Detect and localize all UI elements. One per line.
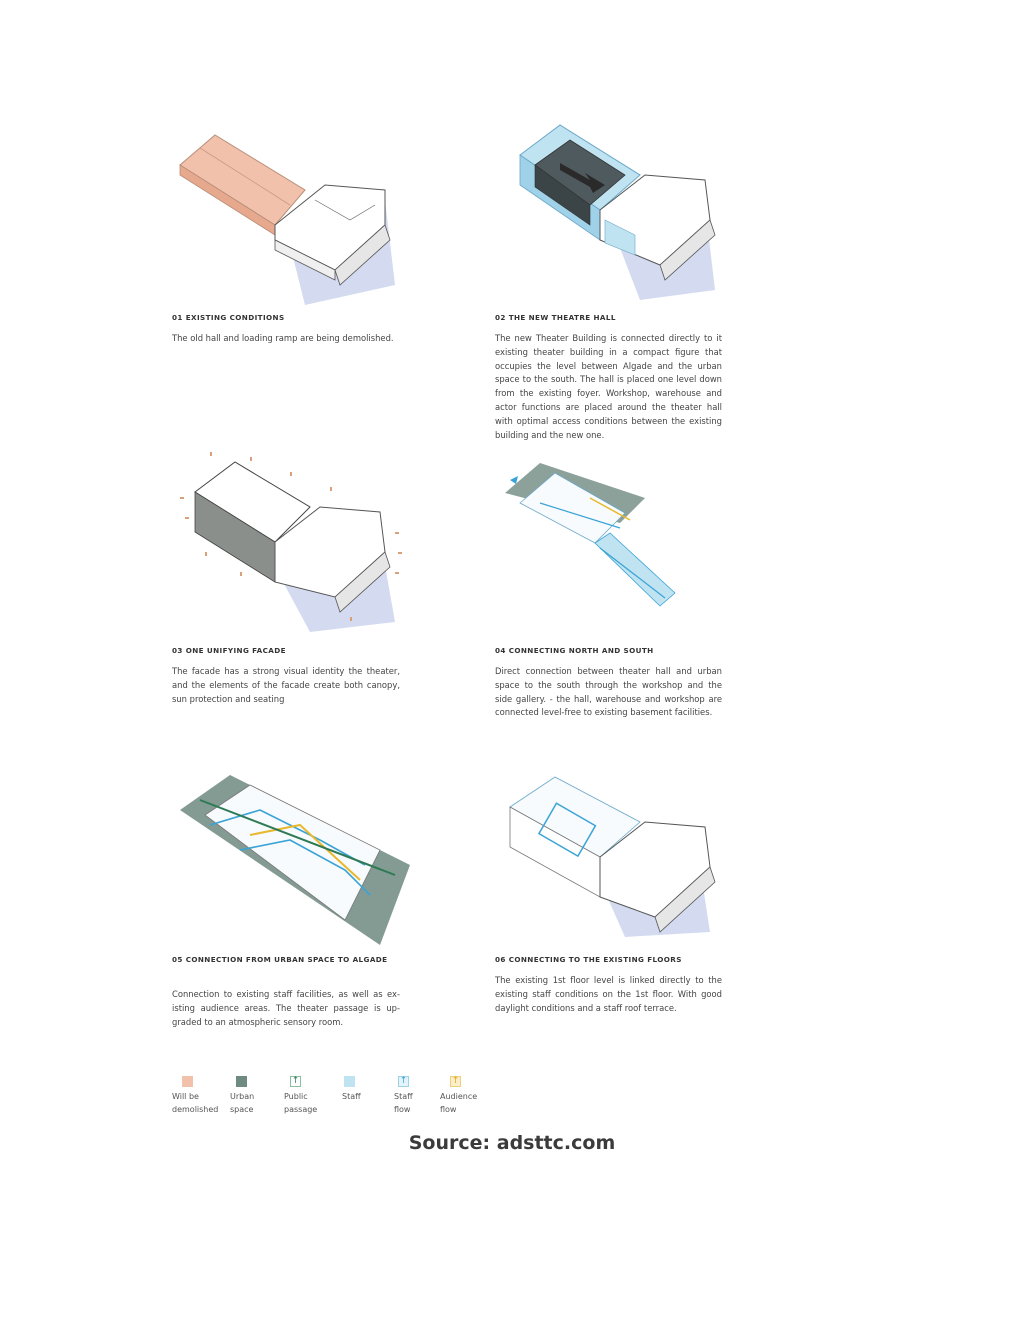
panel-05-text: Connection to existing staff facilities, as well as ex-isting audience areas. The theater passage is up-graded to an atmospheric sensory room. bbox=[172, 989, 400, 1027]
swatch-staff bbox=[344, 1076, 355, 1087]
diagram-existing-floors bbox=[505, 772, 720, 937]
panel-01-text: The old hall and loading ramp are being demolished. bbox=[172, 333, 394, 343]
legend-label-staff-flow: Staff flow bbox=[394, 1092, 413, 1114]
source-credit: Source: adsttc.com bbox=[408, 1132, 616, 1154]
legend-label-urban-space: Urban space bbox=[230, 1092, 255, 1114]
legend-label-public-passage: Public passage bbox=[284, 1092, 318, 1114]
panel-05-title: 05 CONNECTION FROM URBAN SPACE TO ALGADE bbox=[172, 955, 388, 964]
swatch-urban-space bbox=[236, 1076, 247, 1087]
diagram-urban-space-to-algade bbox=[180, 770, 415, 950]
panel-02-text: The new Theater Building is connected directly to it existing theater building in a compact figure that occupies the level between Algade and the urban space to the south. The hall is placed one level down from the existing foyer. Workshop, warehouse and actor functions are placed around the theater hall with optimal access conditions between the existing building and the new one. bbox=[495, 333, 722, 440]
arrow-up-icon: ↑ bbox=[399, 1076, 408, 1086]
legend-label-will-be-demolished: Will be demolished bbox=[172, 1092, 219, 1114]
diagram-connecting-north-south bbox=[500, 458, 680, 618]
diagram-unifying-facade bbox=[180, 452, 410, 632]
arrow-up-icon: ↑ bbox=[451, 1076, 460, 1086]
panel-03-title: 03 ONE UNIFYING FACADE bbox=[172, 646, 286, 655]
legend-staff bbox=[342, 1076, 402, 1103]
panel-03-text: The facade has a strong visual identity the theater, and the elements of the facade create both canopy, sun protection and seating bbox=[172, 666, 400, 704]
panel-04-title: 04 CONNECTING NORTH AND SOUTH bbox=[495, 646, 654, 655]
legend-public-passage bbox=[284, 1076, 344, 1116]
swatch-will-be-demolished bbox=[182, 1076, 193, 1087]
panel-01-title: 01 EXISTING CONDITIONS bbox=[172, 313, 285, 322]
panel-02-title: 02 THE NEW THEATRE HALL bbox=[495, 313, 616, 322]
legend-will-be-demolished bbox=[172, 1076, 232, 1116]
diagram-new-theatre-hall bbox=[515, 125, 725, 300]
arrow-up-icon: ↑ bbox=[291, 1076, 300, 1086]
panel-06-title: 06 CONNECTING TO THE EXISTING FLOORS bbox=[495, 955, 682, 964]
legend-audience-flow bbox=[440, 1076, 500, 1116]
diagram-existing-conditions bbox=[175, 130, 405, 305]
panel-04-text: Direct connection between theater hall and urban space to the south through the workshop and the side gallery. - the hall, warehouse and workshop are connected level-free to existing basement facilities. bbox=[495, 666, 722, 718]
panel-06-text: The existing 1st floor level is linked directly to the existing staff conditions on the 1st floor. With good daylight conditions and a staff roof terrace. bbox=[495, 975, 722, 1013]
legend-urban-space bbox=[230, 1076, 290, 1116]
legend-label-staff: Staff bbox=[342, 1092, 361, 1101]
legend-label-audience-flow: Audience flow bbox=[440, 1092, 478, 1114]
